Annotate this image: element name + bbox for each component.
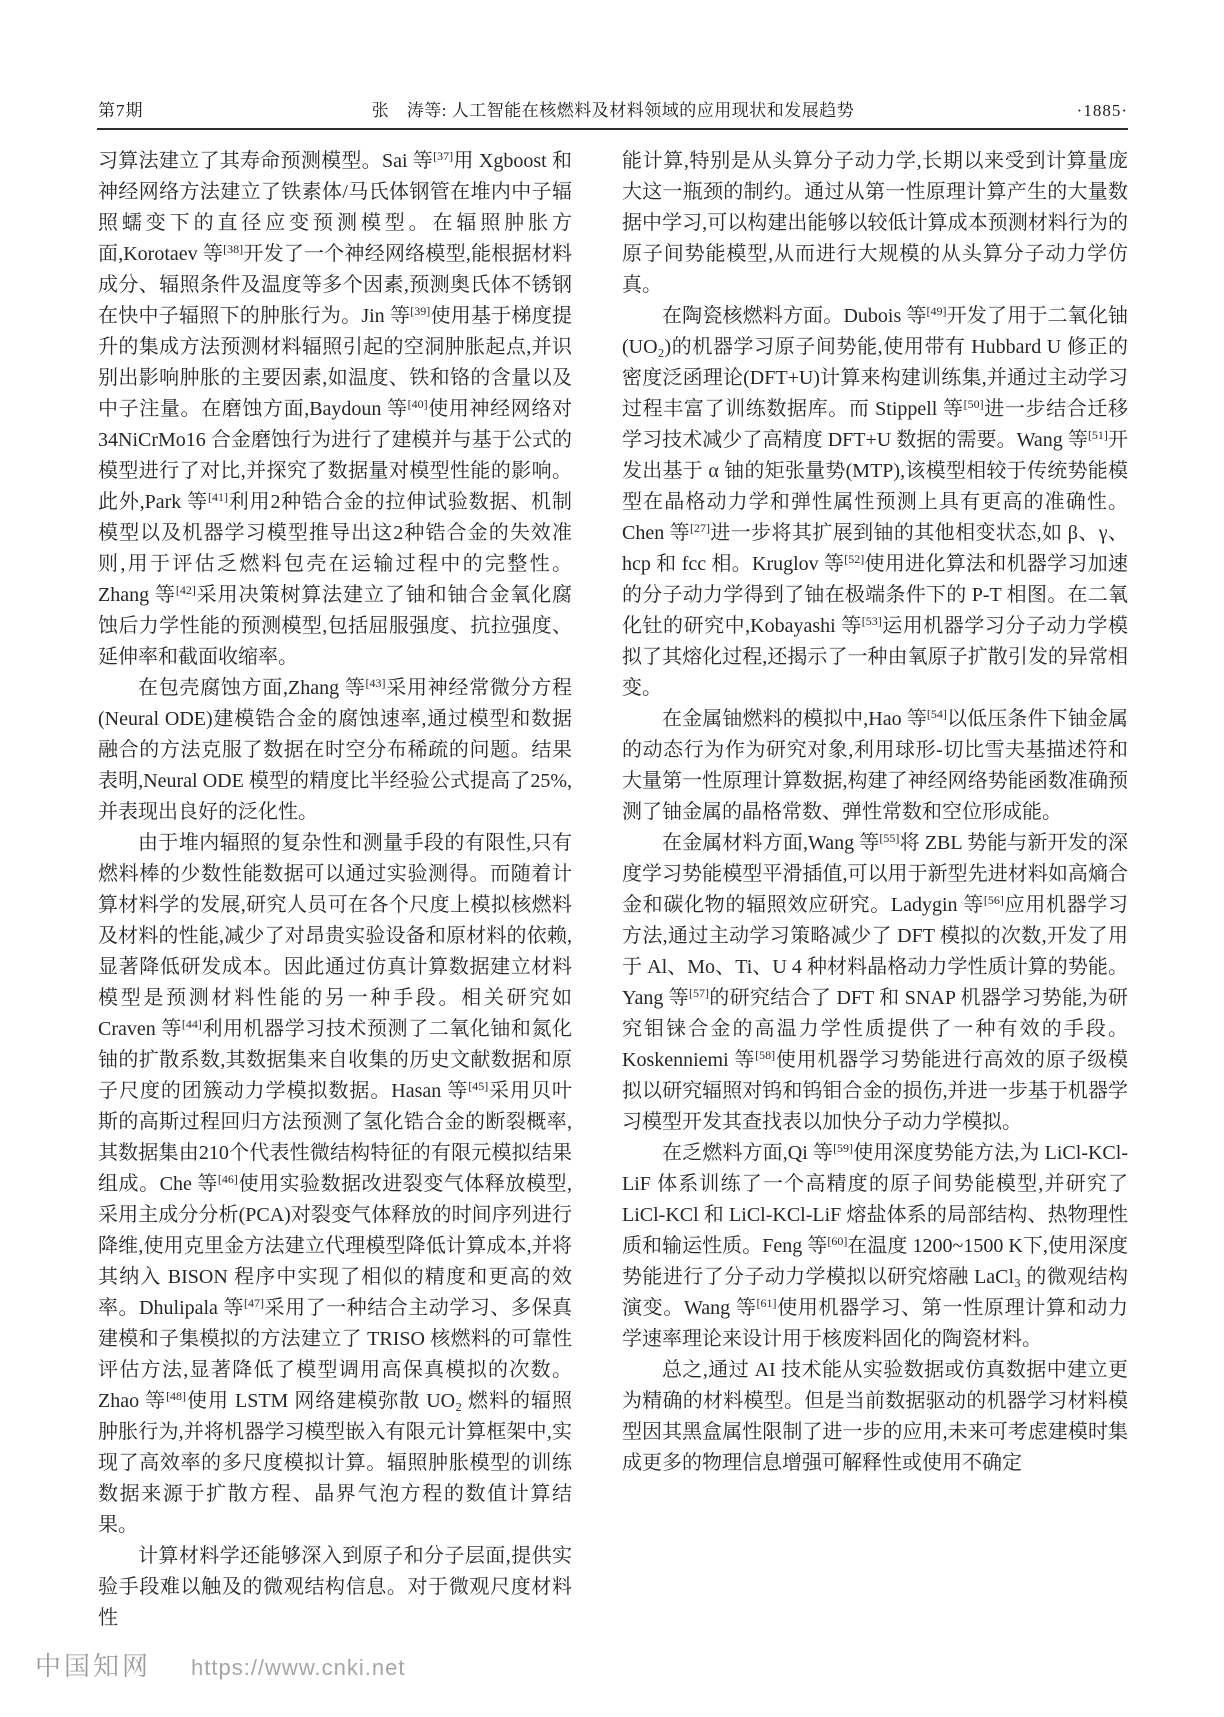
watermark [35, 1646, 405, 1683]
paragraph: 在金属材料方面,Wang 等[55]将 ZBL 势能与新开发的深度学习势能模型平滑插值,可以用于新型先进材料如高熵合金和碳化物的辐照效应研究。Ladygin 等[56]应用机器学习方法,通过主动学习策略减少了 DFT 模拟的次数,开发了用于 Al、Mo、Ti、U 4 种材料晶格动力学性质计算的势能。Yang 等[57]的研究结合了 DFT 和 SNAP 机器学习势能,为研究钼铼合金的高温力学性质提供了一种有效的手段。Koskenniemi 等[58]使用机器学习势能进行高效的原子级模拟以研究辐照对钨和钨钼合金的损伤,并进一步基于机器学习模型开发其查找表以加快分子动力学模拟。 [622, 831, 1129, 1133]
citation-ref: [43] [365, 676, 386, 690]
paragraph: 在包壳腐蚀方面,Zhang 等[43]采用神经常微分方程(Neural ODE)建模锆合金的腐蚀速率,通过模型和数据融合的方法克服了数据在时空分布稀疏的问题。结果表明,Neural ODE 模型的精度比半经验公式提高了25%,并表现出良好的泛化性。 [98, 676, 572, 823]
citation-ref: [48] [166, 1389, 187, 1403]
citation-ref: [39] [410, 304, 431, 318]
citation-ref: [51] [1087, 428, 1108, 442]
header-rule [97, 128, 1128, 130]
citation-ref: [45] [468, 1079, 489, 1093]
paragraph: 总之,通过 AI 技术能从实验数据或仿真数据中建立更为精确的材料模型。但是当前数据驱动的机器学习材料模型因其黑盒属性限制了进一步的应用,未来可考虑建模时集成更多的物理信息增强可解释性或使用不确定 [622, 1359, 1128, 1474]
page-number: ·1885· [1076, 101, 1128, 120]
paragraph: 在金属铀燃料的模拟中,Hao 等[54]以低压条件下铀金属的动态行为作为研究对象,利用球形-切比雪夫基描述符和大量第一性原理计算数据,构建了神经网络势能函数准确预测了铀金属的晶格常数、弹性常数和空位形成能。 [622, 707, 1129, 823]
citation-ref: [61] [756, 1296, 777, 1310]
citation-ref: [44] [181, 1017, 202, 1031]
paragraph: 能计算,特别是从头算分子动力学,长期以来受到计算量庞大这一瓶颈的制约。通过从第一性原理计算产生的大量数据中学习,可以构建出能够以较低计算成本预测材料行为的原子间势能模型,从而进行大规模的从头算分子动力学仿真。 [622, 150, 1128, 296]
citation-ref: [27] [690, 521, 710, 535]
cnki-logo: 中国知网 [35, 1651, 152, 1681]
citation-ref: [42] [175, 583, 196, 597]
citation-ref: [40] [407, 397, 428, 411]
citation-ref: [53] [861, 614, 882, 628]
citation-ref: [37] [433, 149, 454, 163]
citation-ref: [57] [688, 986, 709, 1000]
citation-ref: [46] [217, 1172, 238, 1186]
paragraph: 习算法建立了其寿命预测模型。Sai 等[37]用 Xgboost 和神经网络方法建立了铁素体/马氏体钢管在堆内中子辐照蠕变下的直径应变预测模型。在辐照肿胀方面,Korotaev 等[38]开发了一个神经网络模型,能根据材料成分、辐照条件及温度等多个因素,预测奥氏体不锈钢在快中子辐照下的肿胀行为。Jin 等[39]使用基于梯度提升的集成方法预测材料辐照引起的空洞肿胀起点,并识别出影响肿胀的主要因素,如温度、铁和铬的含量以及中子注量。在磨蚀方面,Baydoun 等[40]使用神经网络对 34NiCrMo16 合金磨蚀行为进行了建模并与基于公式的模型进行了对比,并探究了数据量对模型性能的影响。此外,Park 等[41]利用2种锆合金的拉伸试验数据、机制模型以及机器学习模型推导出这2种锆合金的失效准则,用于评估乏燃料包壳在运输过程中的完整性。Zhang 等[42]采用决策树算法建立了铀和铀合金氧化腐蚀后力学性能的预测模型,包括屈服强度、抗拉强度、延伸率和截面收缩率。 [98, 149, 573, 668]
citation-ref: [56] [983, 893, 1004, 907]
issue-label: 第7期 [98, 101, 144, 120]
running-head [98, 96, 1128, 121]
paragraph: 在陶瓷核燃料方面。Dubois 等[49]开发了用于二氧化铀(UO₂)的机器学习原子间势能,使用带有 Hubbard U 修正的密度泛函理论(DFT+U)计算来构建训练集,并通过主动学习过程丰富了训练数据库。而 Stippell 等[50]进一步结合迁移学习技术减少了高精度 DFT+U 数据的需要。Wang 等[51]开发出基于 α 铀的矩张量势(MTP),该模型相较于传统势能模型在晶格动力学和弹性属性预测上具有更高的准确性。Chen 等[27]进一步将其扩展到铀的其他相变状态,如 β、γ、hcp 和 fcc 相。Kruglov 等[52]使用进化算法和机器学习加速的分子动力学得到了铀在极端条件下的 P-T 相图。在二氧化钍的研究中,Kobayashi 等[53]运用机器学习分子动力学模拟了其熔化过程,还揭示了一种由氧原子扩散引发的异常相变。 [622, 304, 1129, 699]
running-title: 张 涛等: 人工智能在核燃料及材料领域的应用现状和发展趋势 [371, 101, 855, 120]
column-left [98, 146, 572, 1634]
citation-ref: [55] [879, 831, 900, 845]
citation-ref: [47] [244, 1296, 264, 1310]
paragraph: 在乏燃料方面,Qi 等[59]使用深度势能方法,为 LiCl-KCl-LiF 体系训练了一个高精度的原子间势能模型,并研究了 LiCl-KCl 和 LiCl-KCl-LiF 熔盐体系的局部结构、热物理性质和输运性质。Feng 等[60]在温度 1200~1500 K下,使用深度势能进行了分子动力学模拟以研究熔融 LaCl₃ 的微观结构演变。Wang 等[61]使用机器学习、第一性原理计算和动力学速率理论来设计用于核废料固化的陶瓷材料。 [622, 1141, 1129, 1350]
citation-ref: [60] [827, 1234, 848, 1248]
cnki-url: https://www.cnki.net [191, 1655, 406, 1680]
paragraph: 由于堆内辐照的复杂性和测量手段的有限性,只有燃料棒的少数性能数据可以通过实验测得。而随着计算材料学的发展,研究人员可在各个尺度上模拟核燃料及材料的性能,减少了对昂贵实验设备和原材料的依赖,显著降低研发成本。因此通过仿真计算数据建立材料模型是预测材料性能的另一种手段。相关研究如 Craven 等[44]利用机器学习技术预测了二氧化铀和氮化铀的扩散系数,其数据集来自收集的历史文献数据和原子尺度的团簇动力学模拟数据。Hasan 等[45]采用贝叶斯的高斯过程回归方法预测了氢化锆合金的断裂概率,其数据集由210个代表性微结构特征的有限元模拟结果组成。Che 等[46]使用实验数据改进裂变气体释放模型,采用主成分分析(PCA)对裂变气体释放的时间序列进行降维,使用克里金方法建立代理模型降低计算成本,并将其纳入 BISON 程序中实现了相似的精度和更高的效率。Dhulipala 等[47]采用了一种结合主动学习、多保真建模和子集模拟的方法建立了 TRISO 核燃料的可靠性评估方法,显著降低了模型调用高保真模拟的次数。Zhao 等[48]使用 LSTM 网络建模弥散 UO₂ 燃料的辐照肿胀行为,并将机器学习模型嵌入有限元计算框架中,实现了高效率的多尺度模拟计算。辐照肿胀模型的训练数据来源于扩散方程、晶界气泡方程的数值计算结果。 [98, 832, 573, 1536]
citation-ref: [38] [223, 242, 244, 256]
citation-ref: [52] [844, 552, 865, 566]
citation-ref: [50] [963, 397, 984, 411]
citation-ref: [59] [833, 1141, 854, 1155]
column-right [622, 146, 1128, 1479]
paragraph: 计算材料学还能够深入到原子和分子层面,提供实验手段难以触及的微观结构信息。对于微观尺度材料性 [98, 1545, 572, 1629]
citation-ref: [41] [207, 490, 228, 504]
citation-ref: [58] [755, 1048, 776, 1062]
citation-ref: [54] [926, 707, 947, 721]
citation-ref: [49] [926, 304, 947, 318]
